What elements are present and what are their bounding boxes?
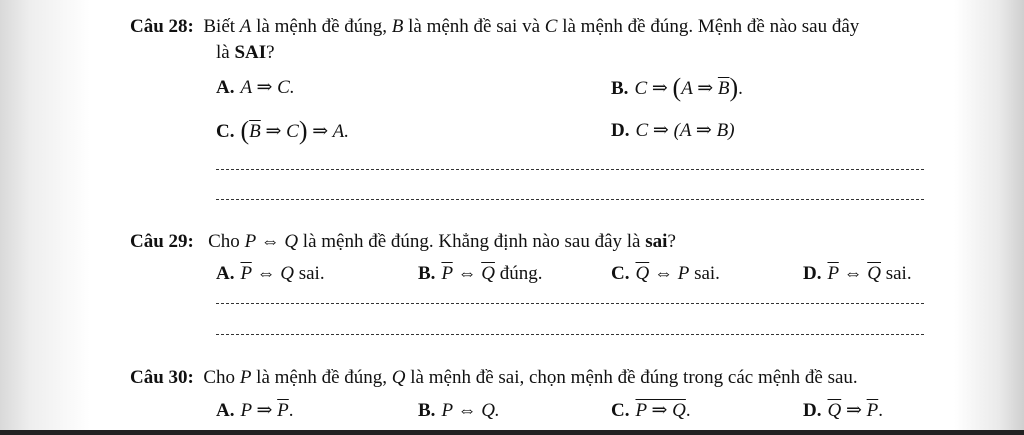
q28-text: là [216,42,235,63]
option-text: đúng. [494,263,543,284]
question-30-stem [130,366,858,390]
option-math: C ⇒ (A ⇒ B) [635,120,735,141]
answer-line [216,334,924,335]
q28-option-d[interactable] [611,119,735,143]
paren-open: ( [240,116,250,145]
option-math: ⇒ C [260,121,299,142]
q28-option-c[interactable] [216,116,349,145]
option-math: A ⇒ C. [240,77,295,98]
q28-text: ? [266,42,275,63]
q29-option-a[interactable] [216,262,325,286]
paren-close: ) [729,73,739,102]
q30-text: Cho [203,367,240,388]
option-math-negated: $\overline{P}$ [277,400,289,421]
option-math: A ⇒ [681,78,718,99]
option-math: . [738,78,743,99]
option-text: sai. [293,263,325,284]
option-math: ⇔ P [649,263,690,284]
option-label: D. [611,120,630,141]
question-28-stem [130,15,859,39]
q28-text: là mệnh đề sai và [403,16,545,37]
q29-text: là mệnh đề đúng. Khẳng định nào sau đây là [298,231,646,252]
q28-var-b: B [391,16,404,37]
answer-line [216,303,924,304]
q29-text: ? [667,231,676,252]
q29-option-c[interactable] [611,262,720,286]
option-label: A. [216,400,235,421]
q28-option-b[interactable] [611,73,743,102]
q30-option-d[interactable] [803,399,883,423]
option-math-negated: P ⇒ Q [635,400,686,421]
q28-var-c: C [544,16,558,37]
question-29-stem [130,230,676,254]
q29-bold-word: sai [645,231,668,252]
option-math: P ⇒ [240,400,278,421]
option-math-negated: $\overline{Q}$ [827,400,842,421]
option-math-negated: $\overline{P}$ [827,263,839,284]
q30-var-p: P [239,367,252,388]
option-text: sai. [880,263,912,284]
q29-option-b[interactable] [418,262,542,286]
q30-option-c[interactable] [611,399,691,423]
q30-text: là mệnh đề đúng, [251,367,392,388]
q28-text: là mệnh đề đúng, [251,16,392,37]
q29-option-d[interactable] [803,262,912,286]
option-label: B. [418,400,436,421]
option-math: ⇒ [841,400,867,421]
option-label: A. [216,263,235,284]
q29-text: Cho [208,231,245,252]
q28-option-a[interactable] [216,76,295,100]
option-math-negated: $\overline{Q}$ [867,263,881,284]
option-math-negated: $\overline{B}$ [717,78,730,99]
question-29-number: Câu 29: [130,231,194,252]
option-math-negated: $\overline{P}$ [441,263,453,284]
question-30-number: Câu 30: [130,367,194,388]
answer-line [216,169,924,170]
page-shadow-right [944,0,1024,435]
option-math-negated: $\overline{P}$ [866,400,879,421]
option-text: sai. [689,263,720,284]
option-label: C. [611,263,630,284]
option-label: D. [803,400,822,421]
q28-text: Biết [203,16,240,37]
q30-option-a[interactable] [216,399,294,423]
option-math-negated: $\overline{P}$ [240,263,252,284]
q30-text: là mệnh đề sai, chọn mệnh đề đúng trong các mệnh đề sau. [405,367,858,388]
option-label: D. [803,263,822,284]
question-28-number: Câu 28: [130,16,194,37]
option-label: B. [418,263,436,284]
page-shadow-left [0,0,120,435]
option-math: ⇔ Q [251,263,294,284]
q28-text: là mệnh đề đúng. Mệnh đề nào sau đây [557,16,860,37]
option-math-negated: $\overline{Q}$ [481,263,495,284]
option-math-negated: $\overline{B}$ [249,121,261,142]
paren-close: ) [298,116,308,145]
photo-bottom-edge [0,430,1024,435]
option-label: C. [611,400,630,421]
q30-option-b[interactable] [418,399,500,423]
option-math: . [878,400,883,421]
option-label: B. [611,78,629,99]
q28-var-a: A [239,16,252,37]
option-math-negated: $\overline{Q}$ [635,263,650,284]
q29-math: P ⇔ Q [244,231,299,252]
option-math: . [288,400,294,421]
option-label: A. [216,77,235,98]
q28-bold-word: SAI [234,42,267,63]
option-math: ⇔ [452,263,482,284]
q30-var-q: Q [391,367,406,388]
option-label: C. [216,121,235,142]
option-math: . [685,400,691,421]
option-math: ⇒ A. [307,121,349,142]
option-math: ⇔ [838,263,868,284]
answer-line [216,199,924,200]
option-math: C ⇒ [634,78,673,99]
paren-open: ( [672,73,682,102]
question-28-stem-line2 [216,41,275,65]
option-math: P ⇔ Q. [441,400,500,421]
